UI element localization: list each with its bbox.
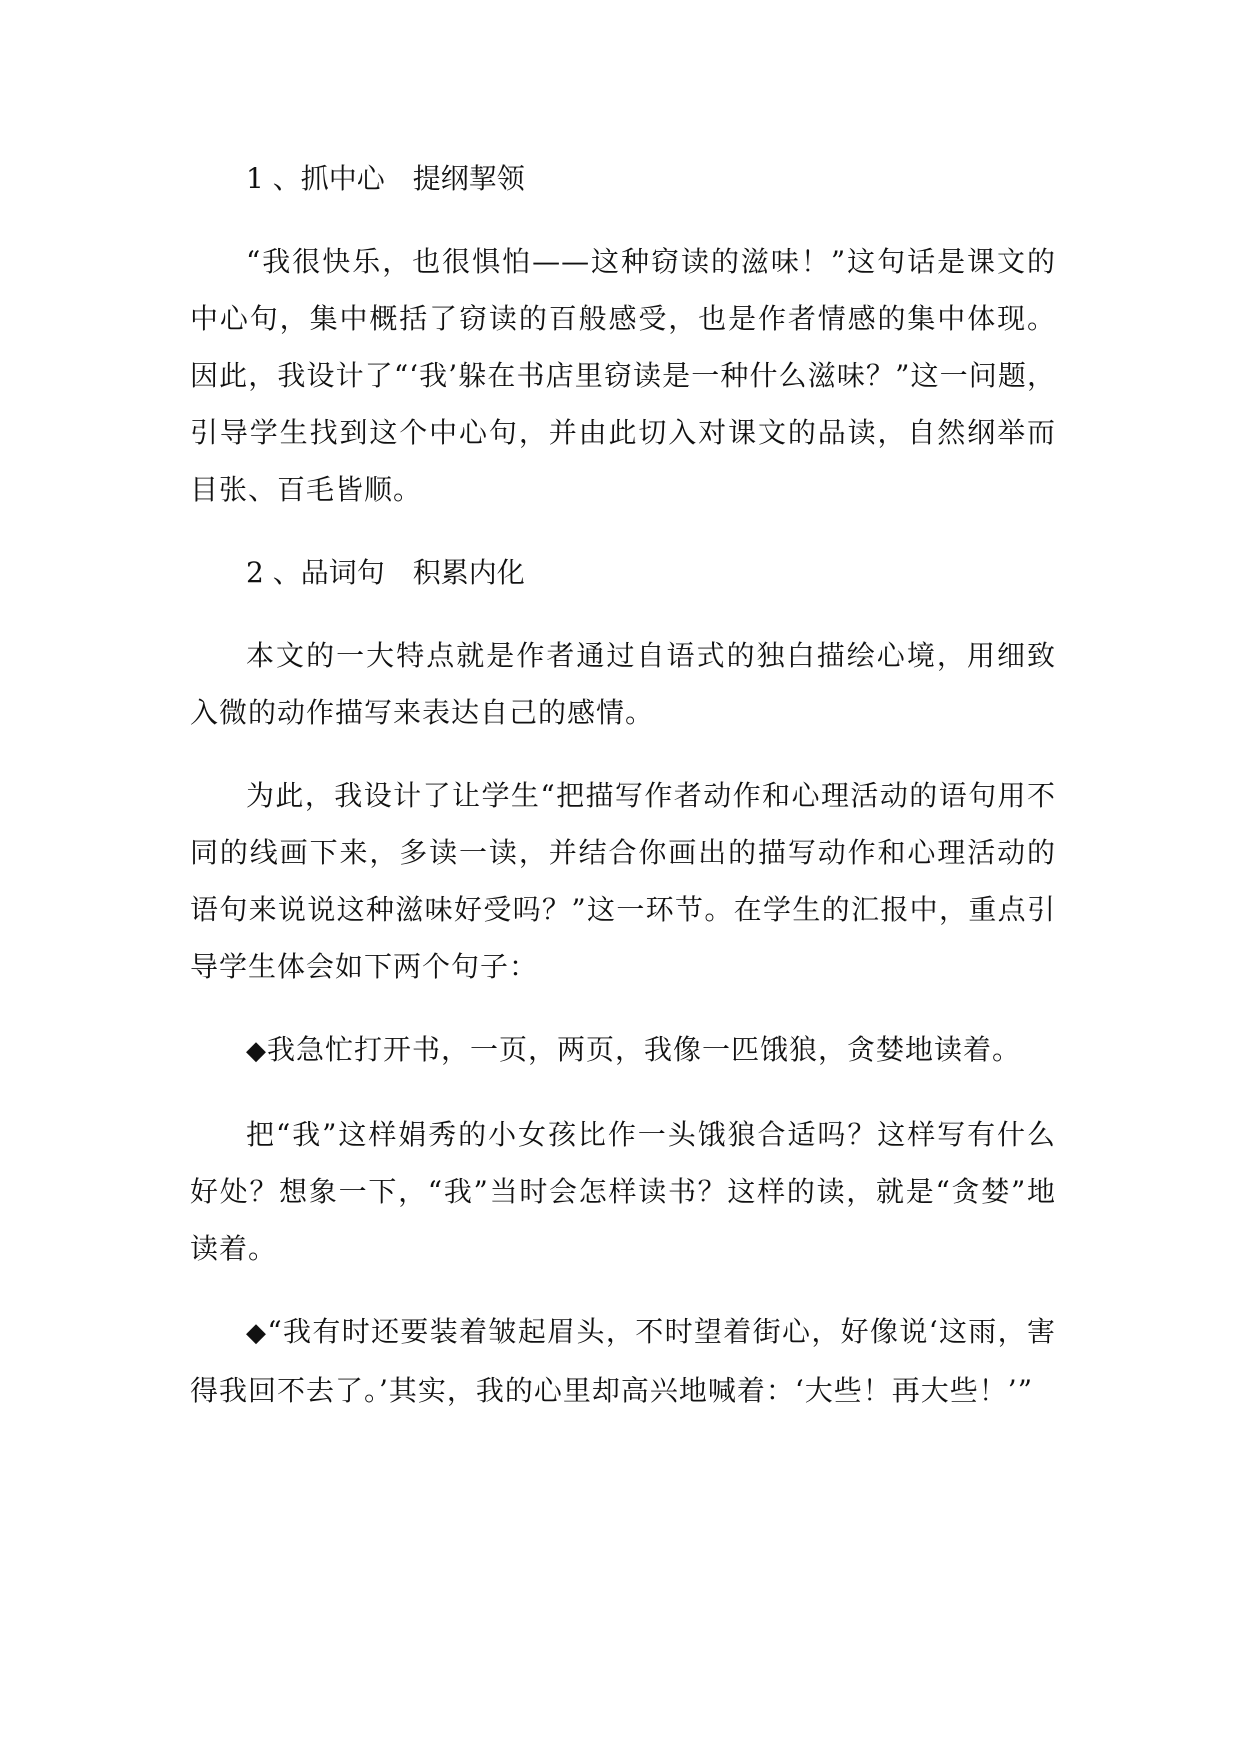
example-sentence-2-text: “我有时还要装着皱起眉头，不时望着街心，好像说‘这雨，害得我回不去了。’其实，我的心里却高兴地喊着：‘大些！再大些！’” — [190, 1315, 1057, 1407]
example-sentence-1-text: 我急忙打开书，一页，两页，我像一匹饿狼，贪婪地读着。 — [267, 1033, 1022, 1066]
section-2-paragraph-2: 为此，我设计了让学生“把描写作者动作和心理活动的语句用不同的线画下来，多读一读，并结合你画出的描写动作和心理活动的语句来说说这种滋味好受吗？”这一环节。在学生的汇报中，重点引导学生体会如下两个句子： — [190, 779, 1056, 983]
section-1-paragraph: “我很快乐，也很惧怕——这种窃读的滋味！”这句话是课文的中心句，集中概括了窃读的百般感受，也是作者情感的集中体现。因此，我设计了“‘我’躲在书店里窃读是一种什么滋味？”这一问题，引导学生找到这个中心句，并由此切入对课文的品读，自然纲举而目张、百毛皆顺。 — [190, 245, 1056, 506]
example-sentence-1 — [190, 1021, 1056, 1080]
section-1-heading: 1 、抓中心 提纲挈领 — [246, 162, 525, 195]
section-2-heading: 2 、品词句 积累内化 — [246, 556, 525, 589]
document-page — [190, 150, 1056, 1419]
diamond-bullet-icon: ◆ — [246, 1036, 267, 1066]
example-analysis-1: 把“我”这样娟秀的小女孩比作一头饿狼合适吗？这样写有什么好处？想象一下，“我”当时会怎样读书？这样的读，就是“贪婪”地读着。 — [190, 1118, 1056, 1265]
section-2-paragraph-1: 本文的一大特点就是作者通过自语式的独白描绘心境，用细致入微的动作描写来表达自己的感情。 — [190, 639, 1056, 729]
diamond-bullet-icon: ◆ — [246, 1318, 268, 1348]
example-sentence-2 — [190, 1303, 1056, 1419]
